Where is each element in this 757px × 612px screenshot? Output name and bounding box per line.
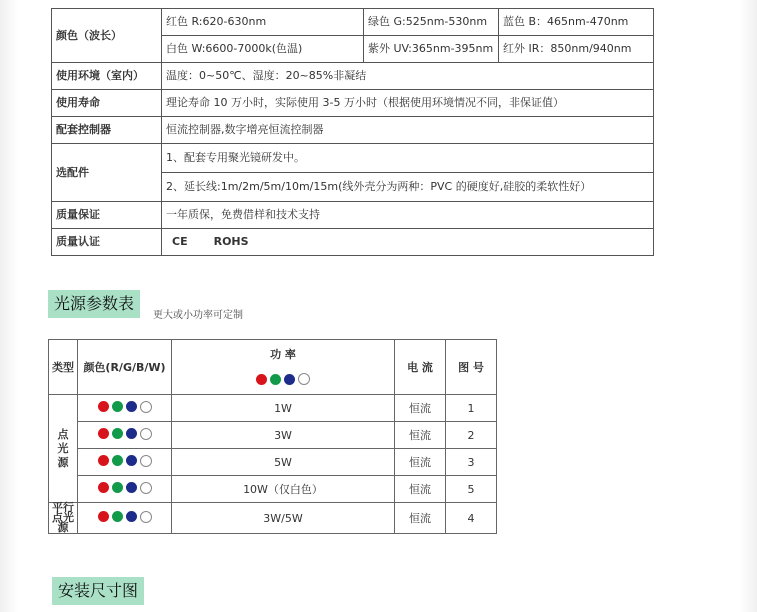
warranty-label: 质量保证	[52, 202, 162, 229]
table-row	[49, 395, 497, 422]
accessory-label: 选配件	[52, 144, 162, 202]
green-dot-icon	[112, 455, 123, 466]
env-label: 使用环境（室内）	[52, 63, 162, 90]
white-dot-icon	[298, 373, 310, 385]
red-dot-icon	[98, 511, 109, 522]
env-value: 温度：0~50℃、湿度：20~85%非凝结	[162, 63, 654, 90]
color-dots	[256, 373, 310, 385]
section-title-install-dimensions: 安装尺寸图	[52, 577, 144, 605]
row-power: 5W	[172, 449, 395, 476]
row-color-dots	[78, 503, 172, 534]
blue-dot-icon	[126, 428, 137, 439]
header-power: 功 率	[172, 340, 395, 368]
white-dot-icon	[140, 482, 152, 494]
row-power: 10W（仅白色）	[172, 476, 395, 503]
blue-dot-icon	[126, 482, 137, 493]
blue-dot-icon	[284, 374, 295, 385]
green-dot-icon	[112, 511, 123, 522]
type-parallel-point-light: 平行 点光源	[49, 503, 78, 534]
red-dot-icon	[98, 428, 109, 439]
red-wavelength: 红色 R:620-630nm	[162, 9, 364, 36]
power-header-row	[49, 340, 497, 368]
header-current: 电 流	[395, 340, 446, 395]
row-figure: 4	[446, 503, 497, 534]
red-dot-icon	[98, 482, 109, 493]
controller-value: 恒流控制器,数字增亮恒流控制器	[162, 117, 654, 144]
header-type: 类型	[49, 340, 78, 395]
header-power-dots	[172, 367, 395, 395]
blue-wavelength: 蓝色 B：465nm-470nm	[499, 9, 654, 36]
life-label: 使用寿命	[52, 90, 162, 117]
row-current: 恒流	[395, 422, 446, 449]
row-current: 恒流	[395, 449, 446, 476]
white-wavelength: 白色 W:6600-7000k(色温)	[162, 36, 364, 63]
row-current: 恒流	[395, 395, 446, 422]
left-edge-shadow	[0, 0, 18, 612]
green-wavelength: 绿色 G:525nm-530nm	[364, 9, 499, 36]
blue-dot-icon	[126, 511, 137, 522]
row-current: 恒流	[395, 503, 446, 534]
spec-row-warranty	[52, 202, 654, 229]
table-row	[49, 422, 497, 449]
row-color-dots	[78, 422, 172, 449]
white-dot-icon	[140, 455, 152, 467]
green-dot-icon	[112, 428, 123, 439]
section-note: 更大或小功率可定制	[153, 310, 243, 321]
color-label: 颜色（波长）	[52, 9, 162, 63]
cert-ce: CE	[172, 235, 188, 248]
blue-dot-icon	[126, 401, 137, 412]
row-power: 1W	[172, 395, 395, 422]
controller-label: 配套控制器	[52, 117, 162, 144]
type-point-light: 点 光 源	[49, 395, 78, 503]
accessory-item-1: 1、配套专用聚光镜研发中。	[162, 144, 654, 173]
row-color-dots	[78, 476, 172, 503]
spec-row-env	[52, 63, 654, 90]
table-row	[49, 476, 497, 503]
row-figure: 3	[446, 449, 497, 476]
green-dot-icon	[112, 482, 123, 493]
row-power: 3W	[172, 422, 395, 449]
cert-rohs: ROHS	[213, 235, 249, 248]
white-dot-icon	[140, 428, 152, 440]
ir-wavelength: 红外 IR：850nm/940nm	[499, 36, 654, 63]
life-value: 理论寿命 10 万小时，实际使用 3-5 万小时（根据使用环境情况不同，非保证值）	[162, 90, 654, 117]
power-table	[48, 339, 497, 534]
uv-wavelength: 紫外 UV:365nm-395nm	[364, 36, 499, 63]
spec-row-life	[52, 90, 654, 117]
row-figure: 5	[446, 476, 497, 503]
section-title-light-params: 光源参数表	[48, 290, 140, 318]
warranty-value: 一年质保，免费借样和技术支持	[162, 202, 654, 229]
table-row	[49, 449, 497, 476]
accessory-item-2: 2、延长线:1m/2m/5m/10m/15m(线外壳分为两种：PVC 的硬度好,硅胶的柔软性好）	[162, 173, 654, 202]
row-power: 3W/5W	[172, 503, 395, 534]
green-dot-icon	[270, 374, 281, 385]
cert-label: 质量认证	[52, 229, 162, 256]
row-color-dots	[78, 449, 172, 476]
white-dot-icon	[140, 401, 152, 413]
row-current: 恒流	[395, 476, 446, 503]
green-dot-icon	[112, 401, 123, 412]
white-dot-icon	[140, 511, 152, 523]
blue-dot-icon	[126, 455, 137, 466]
spec-row-controller	[52, 117, 654, 144]
red-dot-icon	[98, 455, 109, 466]
row-figure: 2	[446, 422, 497, 449]
table-row	[49, 503, 497, 534]
spec-row-cert	[52, 229, 654, 256]
header-color: 颜色(R/G/B/W)	[78, 340, 172, 395]
spec-table	[51, 8, 654, 256]
spec-row-accessory-1	[52, 144, 654, 173]
header-figure: 图 号	[446, 340, 497, 395]
red-dot-icon	[98, 401, 109, 412]
cert-value	[162, 229, 654, 256]
right-edge-shadow	[739, 0, 757, 612]
row-color-dots	[78, 395, 172, 422]
red-dot-icon	[256, 374, 267, 385]
row-figure: 1	[446, 395, 497, 422]
spec-row-color-1	[52, 9, 654, 36]
